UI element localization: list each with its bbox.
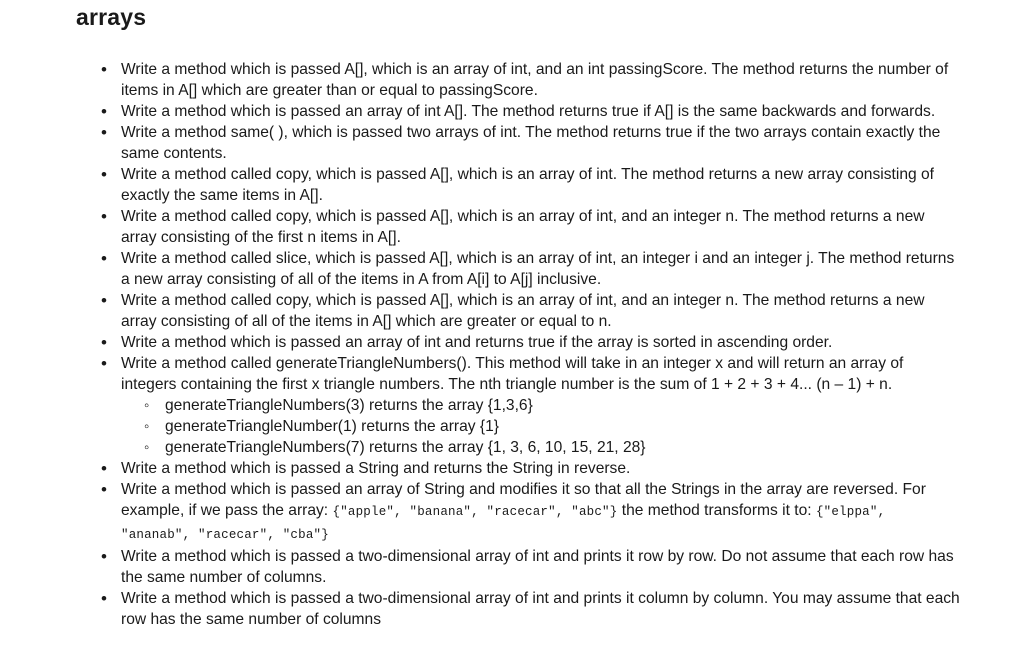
example-sublist — [121, 395, 961, 458]
list-item: • Write a method which is passed an array of int and returns true if the array is sorted in ascending order. — [121, 332, 961, 353]
list-item: • Write a method called copy, which is passed A[], which is an array of int. The method returns a new array consisting of exactly the same items in A[]. — [121, 164, 961, 206]
list-item-text: the method transforms it to: — [621, 502, 812, 519]
sub-list-item: ◦ generateTriangleNumber(1) returns the array {1} — [165, 416, 961, 437]
list-item: • Write a method which is passed a two-dimensional array of int and prints it column by column. You may assume that each row has the same number of columns — [121, 588, 961, 630]
list-item-text: Write a method which is passed an array of String and modifies it so that all the Strings in the array are reversed. For example, if we pass the array: — [121, 481, 926, 519]
sub-list-item: ◦ generateTriangleNumbers(3) returns the array {1,3,6} — [165, 395, 961, 416]
list-item: • Write a method which is passed an array of int A[]. The method returns true if A[] is the same backwards and forwards. — [121, 101, 961, 122]
list-item — [121, 479, 961, 546]
exercise-list — [0, 59, 961, 630]
list-item: • Write a method called copy, which is passed A[], which is an array of int, and an integer n. The method returns a new array consisting of the first n items in A[]. — [121, 206, 961, 248]
list-item: • Write a method which is passed a two-dimensional array of int and prints it row by row. Do not assume that each row has the same number of columns. — [121, 546, 961, 588]
list-item: • Write a method which is passed A[], which is an array of int, and an int passingScore. The method returns the number of items in A[] which are greater than or equal to passingScore. — [121, 59, 961, 101]
list-item: • Write a method called slice, which is passed A[], which is an array of int, an integer i and an integer j. The method returns a new array consisting of all of the items in A from A[i] to A[j] inclusive. — [121, 248, 961, 290]
list-item — [121, 353, 961, 458]
list-item: • Write a method called copy, which is passed A[], which is an array of int, and an integer n. The method returns a new array consisting of all of the items in A[] which are greater or equal to n. — [121, 290, 961, 332]
code-snippet-output: {"elppa", "ananab", "racecar", "cba"} — [121, 505, 886, 542]
page-title: arrays — [76, 4, 147, 30]
sub-list-item: ◦ generateTriangleNumbers(7) returns the array {1, 3, 6, 10, 15, 21, 28} — [165, 437, 961, 458]
list-item: • Write a method same( ), which is passed two arrays of int. The method returns true if the two arrays contain exactly the same contents. — [121, 122, 961, 164]
code-snippet-input: {"apple", "banana", "racecar", "abc"} — [332, 505, 618, 519]
list-item: • Write a method which is passed a String and returns the String in reverse. — [121, 458, 961, 479]
list-item-text: Write a method called generateTriangleNumbers(). This method will take in an integer x and will return an array of integers containing the first x triangle numbers. The nth triangle number is the sum of 1 + 2 + 3 + 4... (n – 1) + n. — [121, 355, 904, 393]
